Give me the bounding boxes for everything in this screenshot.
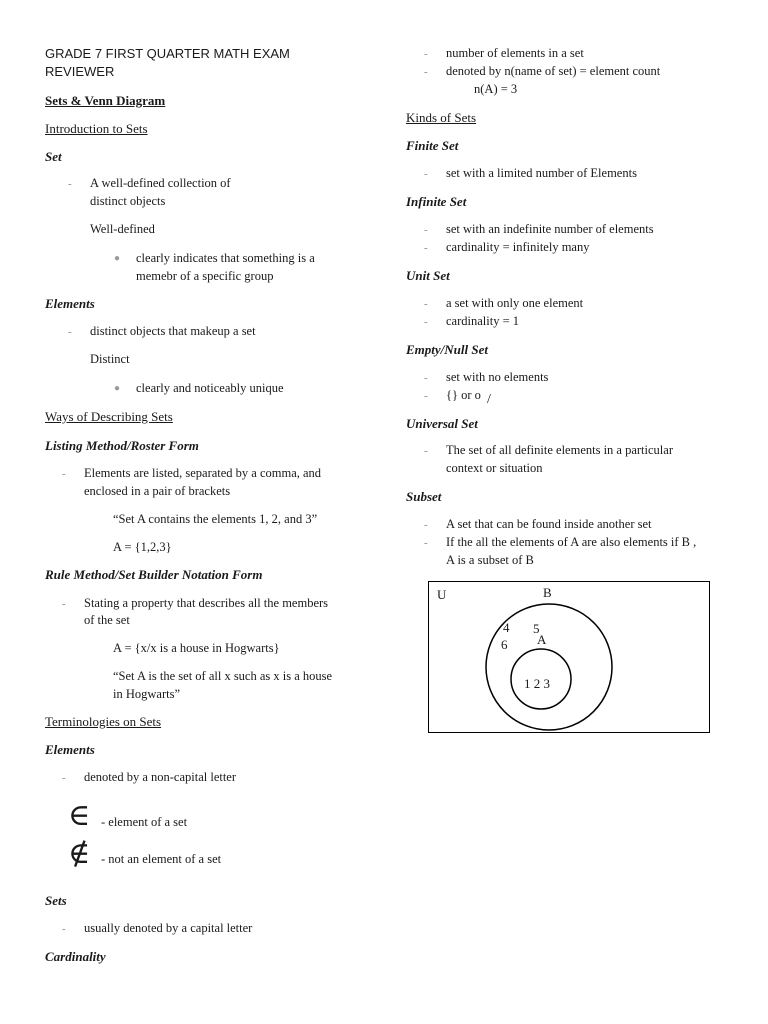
- dash-marker: -: [62, 468, 66, 480]
- sets-heading: Sets: [45, 893, 67, 908]
- subset-heading: Subset: [406, 489, 442, 504]
- card-line2: denoted by n(name of set) = element count: [446, 64, 661, 78]
- ways-heading: Ways of Describing Sets: [45, 409, 173, 424]
- empty-def1: set with no elements: [446, 370, 549, 384]
- sets-def: usually denoted by a capital letter: [84, 921, 253, 935]
- elements-heading: Elements: [45, 296, 95, 311]
- term-elements-def: denoted by a non-capital letter: [84, 770, 237, 784]
- finite-heading: Finite Set: [406, 138, 459, 153]
- rule-example2-line2: in Hogwarts”: [113, 687, 180, 701]
- universal-line2: context or situation: [446, 461, 543, 475]
- distinct-label: Distinct: [90, 352, 130, 366]
- not-element-text: - not an element of a set: [101, 852, 222, 866]
- dash-marker: -: [62, 598, 66, 610]
- dash-marker: -: [62, 772, 66, 784]
- section-heading: Sets & Venn Diagram: [45, 93, 166, 108]
- dash-marker: -: [68, 326, 72, 338]
- card-line1: number of elements in a set: [446, 46, 584, 60]
- well-defined-line2: memebr of a specific group: [136, 269, 274, 283]
- doc-title-line2: REVIEWER: [45, 64, 115, 79]
- listing-example1: “Set A contains the elements 1, 2, and 3”: [113, 512, 318, 526]
- elements-def: distinct objects that makeup a set: [90, 324, 256, 338]
- dash-marker: -: [424, 66, 428, 78]
- intro-heading: Introduction to Sets: [45, 121, 148, 136]
- bullet-marker: ●: [114, 383, 121, 394]
- dash-marker: -: [424, 298, 428, 310]
- universe-label: U: [437, 587, 447, 602]
- well-defined-line1: clearly indicates that something is a: [136, 251, 315, 265]
- set-a-elements: 1 2 3: [524, 676, 550, 691]
- cardinality-heading: Cardinality: [45, 949, 106, 964]
- dash-marker: -: [424, 48, 428, 60]
- empty-def2: {} or o: [446, 388, 481, 402]
- empty-set-slash: /: [487, 392, 491, 407]
- rule-line2: of the set: [84, 613, 130, 627]
- infinite-def1: set with an indefinite number of elements: [446, 222, 654, 236]
- set-def-line2: distinct objects: [90, 194, 166, 208]
- element-4: 4: [503, 620, 510, 635]
- rule-heading: Rule Method/Set Builder Notation Form: [45, 567, 263, 582]
- bullet-marker: ●: [114, 253, 121, 264]
- set-heading: Set: [45, 149, 62, 164]
- rule-example2-line1: “Set A is the set of all x such as x is a house: [113, 669, 333, 683]
- dash-marker: -: [424, 445, 428, 457]
- element-6: 6: [501, 637, 508, 652]
- dash-marker: -: [424, 316, 428, 328]
- kinds-heading: Kinds of Sets: [406, 110, 477, 125]
- dash-marker: -: [424, 168, 428, 180]
- universal-heading: Universal Set: [406, 416, 478, 431]
- listing-line2: enclosed in a pair of brackets: [84, 484, 231, 498]
- dash-marker: -: [424, 372, 428, 384]
- rule-line1: Stating a property that describes all the members: [84, 596, 329, 610]
- element-of-text: - element of a set: [101, 815, 188, 829]
- unit-def2: cardinality = 1: [446, 314, 519, 328]
- rule-example1: A = {x/x is a house in Hogwarts}: [113, 641, 280, 655]
- universal-line1: The set of all definite elements in a particular: [446, 443, 673, 457]
- venn-circles: [429, 582, 711, 734]
- subset-def1: A set that can be found inside another set: [446, 517, 652, 531]
- listing-line1: Elements are listed, separated by a comma, and: [84, 466, 322, 480]
- dash-marker: -: [62, 923, 66, 935]
- set-b-label: B: [543, 585, 552, 600]
- subset-def2-line1: If the all the elements of A are also elements if B ,: [446, 535, 697, 549]
- dash-marker: -: [424, 242, 428, 254]
- element-of-icon: ∈: [68, 798, 91, 833]
- term-elements-heading: Elements: [45, 742, 95, 757]
- unit-heading: Unit Set: [406, 268, 450, 283]
- infinite-def2: cardinality = infinitely many: [446, 240, 590, 254]
- dash-marker: -: [424, 224, 428, 236]
- not-element-of-icon: ∉: [68, 836, 91, 871]
- subset-def2-line2: A is a subset of B: [446, 553, 534, 567]
- infinite-heading: Infinite Set: [406, 194, 467, 209]
- card-example: n(A) = 3: [474, 82, 518, 96]
- empty-heading: Empty/Null Set: [406, 342, 488, 357]
- dash-marker: -: [424, 519, 428, 531]
- set-a-label: A: [537, 632, 547, 647]
- doc-title-line1: GRADE 7 FIRST QUARTER MATH EXAM: [45, 46, 290, 61]
- set-def-line1: A well-defined collection of: [90, 176, 231, 190]
- distinct-def: clearly and noticeably unique: [136, 381, 284, 395]
- element-5: 5: [533, 621, 540, 636]
- well-defined-label: Well-defined: [90, 222, 155, 236]
- finite-def: set with a limited number of Elements: [446, 166, 637, 180]
- unit-def1: a set with only one element: [446, 296, 584, 310]
- listing-example2: A = {1,2,3}: [113, 540, 172, 554]
- dash-marker: -: [424, 537, 428, 549]
- terminologies-heading: Terminologies on Sets: [45, 714, 162, 729]
- dash-marker: -: [424, 390, 428, 402]
- venn-diagram: [428, 581, 710, 733]
- listing-heading: Listing Method/Roster Form: [45, 438, 199, 453]
- dash-marker: -: [68, 178, 72, 190]
